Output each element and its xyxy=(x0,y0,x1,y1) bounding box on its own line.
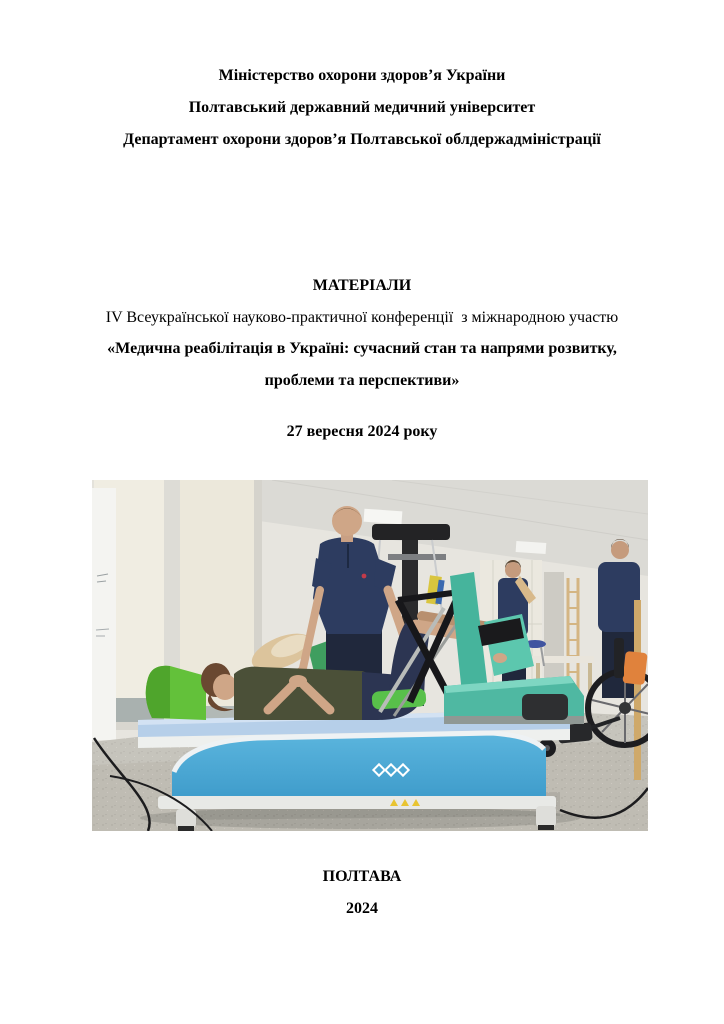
footer-block xyxy=(0,861,724,924)
cover-photo xyxy=(92,480,648,831)
materials-kicker: МАТЕРІАЛИ xyxy=(312,277,412,294)
table-lower-frame xyxy=(158,796,556,809)
conference-line: IV Всеукраїнської науково-практичної конференції з міжнародною участю xyxy=(105,308,619,326)
footer-city: ПОЛТАВА xyxy=(322,868,402,885)
footer-year: 2024 xyxy=(346,899,378,917)
patient-face xyxy=(213,674,237,700)
therapist-head xyxy=(332,506,362,536)
conference-title-line1: «Медична реабілітація в Україні: сучасний стан та напрями розвитку, xyxy=(107,340,617,357)
machine-pad-dark xyxy=(522,694,568,720)
header-institutions xyxy=(0,60,724,156)
ceiling-light xyxy=(516,541,547,554)
date-block xyxy=(0,416,724,448)
university-line: Полтавський державний медичний університет xyxy=(188,99,536,116)
foot xyxy=(493,653,507,663)
wheelchair-cushion xyxy=(622,651,647,685)
ceiling-light xyxy=(364,509,403,525)
conference-title-line2: проблеми та перспективи» xyxy=(264,371,460,389)
door xyxy=(544,572,564,694)
table-leg-right xyxy=(536,806,556,827)
ministry-line: Міністерство охорони здоров’я України xyxy=(218,67,506,84)
patient-shirt xyxy=(234,667,377,720)
table-foot-left xyxy=(178,826,194,831)
polo-logo xyxy=(362,574,367,579)
conference-date: 27 вересня 2024 року xyxy=(286,423,438,440)
department-line: Департамент охорони здоров’я Полтавської облдержадміністрації xyxy=(123,131,601,148)
wooden-pole xyxy=(634,600,641,780)
title-block xyxy=(0,270,724,396)
table-foot-right xyxy=(538,825,554,830)
warning-labels xyxy=(390,799,420,806)
whiteboard xyxy=(92,488,116,740)
photo-rehabilitation-scene xyxy=(92,480,648,831)
patient-hands xyxy=(289,675,307,687)
